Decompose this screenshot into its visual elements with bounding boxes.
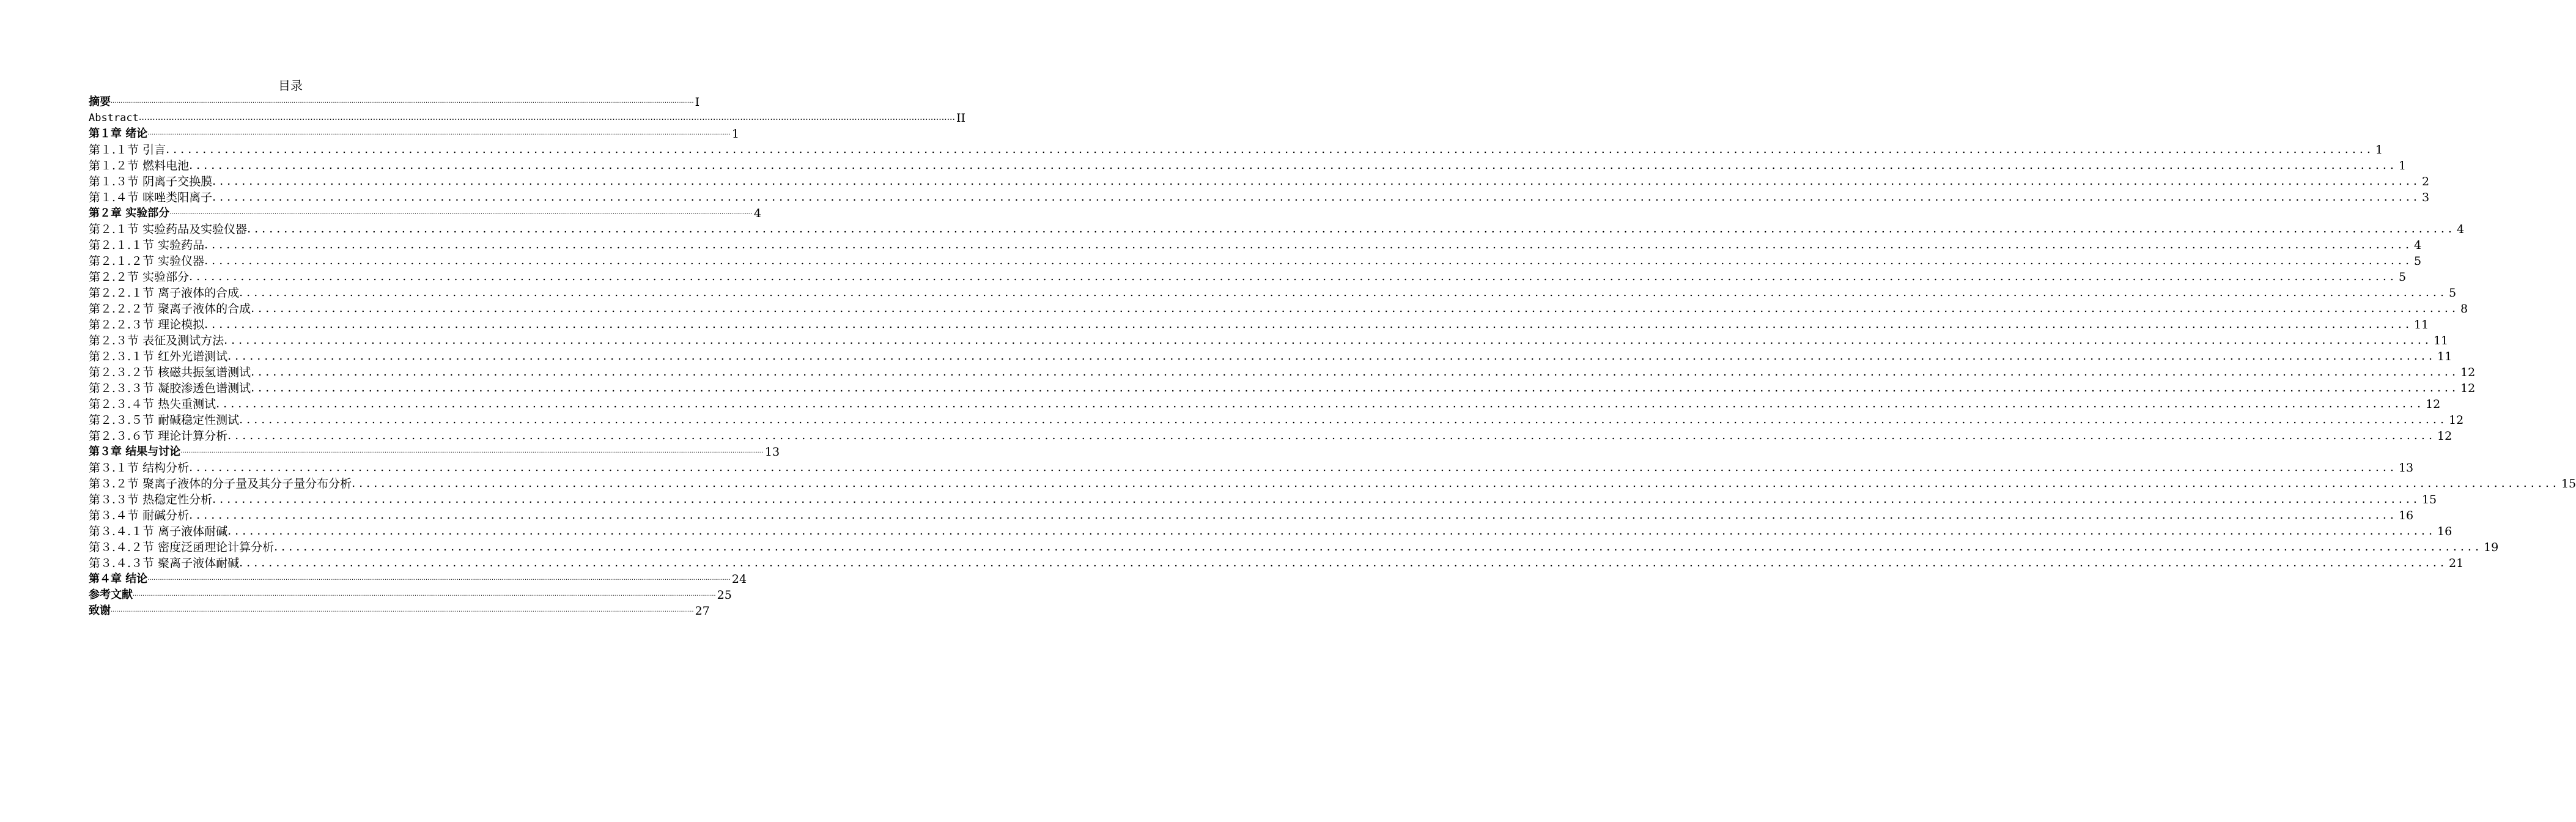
toc-dot-leader: ............................................................................................................................................................................................................................................................................................................ xyxy=(189,158,2397,172)
toc-entry-page-number: 15 xyxy=(2421,493,2437,506)
toc-entry-label: 第１章 绪论 xyxy=(89,127,148,140)
toc-entry[interactable] xyxy=(89,237,2422,253)
toc-entry-label: 第２.３.３节 凝胶渗透色谱测试 xyxy=(89,382,251,395)
toc-entry-page-number: 2 xyxy=(2421,175,2430,188)
toc-dot-leader: ............................................................................................................................................................................................................................................................................................................ xyxy=(147,575,731,582)
toc-entry[interactable] xyxy=(89,332,2449,348)
toc-entry-page-number: 16 xyxy=(2398,509,2414,522)
toc-entry[interactable] xyxy=(89,507,2414,523)
toc-dot-leader: ............................................................................................................................................................................................................................................................................................................ xyxy=(227,524,2436,538)
toc-dot-leader: ............................................................................................................................................................................................................................................................................................................ xyxy=(133,591,716,598)
toc-entry-label: 第２.２.２节 聚离子液体的合成 xyxy=(89,302,251,316)
toc-entry[interactable] xyxy=(89,173,2430,189)
toc-entry-label: 第２.３.４节 热失重测试 xyxy=(89,398,216,411)
toc-entry[interactable] xyxy=(89,284,2457,300)
toc-dot-leader: ............................................................................................................................................................................................................................................................................................................ xyxy=(274,540,2482,554)
toc-entry[interactable] xyxy=(89,412,2464,428)
toc-dot-leader: ............................................................................................................................................................................................................................................................................................................ xyxy=(169,209,753,216)
toc-entry-label: 第１.３节 阴离子交换膜 xyxy=(89,175,213,188)
toc-entry-page-number: 4 xyxy=(2456,223,2465,236)
toc-dot-leader: ............................................................................................................................................................................................................................................................................................................ xyxy=(251,365,2459,379)
toc-entry[interactable] xyxy=(89,125,739,141)
toc-entry-label: 第２.１.１节 实验药品 xyxy=(89,239,205,252)
toc-dot-leader: ............................................................................................................................................................................................................................................................................................................ xyxy=(239,556,2448,569)
toc-entry[interactable] xyxy=(89,253,2422,268)
toc-entry-label: 第２.２.３节 理论模拟 xyxy=(89,318,205,331)
toc-entry-label: 参考文献 xyxy=(89,588,133,601)
toc-entry-label: 第４章 结论 xyxy=(89,572,148,585)
toc-dot-leader: ............................................................................................................................................................................................................................................................................................................ xyxy=(251,381,2459,394)
toc-dot-leader: ............................................................................................................................................................................................................................................................................................................ xyxy=(212,174,2421,188)
toc-entry-label: 第３.４.１节 离子液体耐碱 xyxy=(89,525,228,538)
toc-dot-leader: ............................................................................................................................................................................................................................................................................................................ xyxy=(352,476,2560,490)
toc-dot-leader: ............................................................................................................................................................................................................................................................................................................ xyxy=(224,333,2432,347)
toc-entry[interactable] xyxy=(89,189,2430,205)
toc-entry[interactable] xyxy=(89,316,2429,332)
toc-entry[interactable] xyxy=(89,94,700,109)
toc-entry-page-number: 24 xyxy=(731,572,747,586)
toc-dot-leader: ............................................................................................................................................................................................................................................................................................................ xyxy=(147,130,731,136)
toc-entry-label: 第２章 实验部分 xyxy=(89,207,170,220)
toc-dot-leader: ............................................................................................................................................................................................................................................................................................................ xyxy=(247,222,2456,235)
toc-entry-page-number: 11 xyxy=(2437,350,2452,363)
toc-entry-page-number: 12 xyxy=(2460,382,2476,395)
toc-dot-leader: ............................................................................................................................................................................................................................................................................................................ xyxy=(212,492,2421,506)
toc-entry-label: 致谢 xyxy=(89,604,111,617)
toc-dot-leader: ............................................................................................................................................................................................................................................................................................................ xyxy=(227,429,2436,442)
toc-dot-leader: ............................................................................................................................................................................................................................................................................................................ xyxy=(111,607,694,613)
toc-entry-page-number: 16 xyxy=(2437,525,2452,538)
toc-entry-label: 第２.３.５节 耐碱稳定性测试 xyxy=(89,413,240,427)
toc-dot-leader: ............................................................................................................................................................................................................................................................................................................ xyxy=(204,317,2413,331)
toc-entry-page-number: 27 xyxy=(695,604,710,618)
toc-entry-label: 第３.４.３节 聚离子液体耐碱 xyxy=(89,557,240,570)
toc-entry-label: Abstract xyxy=(89,112,139,124)
toc-entry[interactable] xyxy=(89,396,2441,412)
toc-entry-label: 第２.３.１节 红外光谱测试 xyxy=(89,350,228,363)
toc-dot-leader: ............................................................................................................................................................................................................................................................................................................ xyxy=(189,461,2397,474)
toc-entry-label: 第１.１节 引言 xyxy=(89,143,166,157)
toc-dot-leader: ............................................................................................................................................................................................................................................................................................................ xyxy=(166,143,2374,156)
toc-entry-page-number: 12 xyxy=(2437,429,2452,443)
toc-entry-page-number: 25 xyxy=(717,588,732,602)
toc-entry-page-number: 4 xyxy=(2414,239,2422,252)
toc-entry[interactable] xyxy=(89,348,2452,364)
toc-entry-page-number: 19 xyxy=(2484,541,2499,554)
toc-entry-page-number: 21 xyxy=(2449,557,2464,570)
toc-dot-leader: ............................................................................................................................................................................................................................................................................................................ xyxy=(251,302,2459,315)
toc-dot-leader: ............................................................................................................................................................................................................................................................................................................ xyxy=(204,238,2413,251)
toc-entry-page-number: 11 xyxy=(2414,318,2429,331)
toc-entry-label: 摘要 xyxy=(89,95,111,108)
toc-entry[interactable] xyxy=(89,475,2576,491)
toc-entry[interactable] xyxy=(89,109,965,125)
toc-entry[interactable] xyxy=(89,268,2407,284)
toc-entry-page-number: 12 xyxy=(2449,413,2464,427)
toc-entry-label: 第３章 结果与讨论 xyxy=(89,445,181,458)
toc-entry-label: 第３.２节 聚离子液体的分子量及其分子量分布分析 xyxy=(89,477,352,491)
toc-dot-leader: ............................................................................................................................................................................................................................................................................................................ xyxy=(216,397,2424,410)
toc-entry-page-number: 4 xyxy=(753,207,761,220)
toc-entry-page-number: 15 xyxy=(2561,477,2576,491)
toc-entry-label: 第２.３.６节 理论计算分析 xyxy=(89,429,228,443)
toc-entry[interactable] xyxy=(89,141,2383,157)
table-of-contents xyxy=(89,94,2576,618)
toc-entry[interactable] xyxy=(89,523,2452,539)
toc-entry[interactable] xyxy=(89,555,2464,571)
toc-entry-label: 第３.３节 热稳定性分析 xyxy=(89,493,213,506)
toc-entry-label: 第２.２节 实验部分 xyxy=(89,270,190,284)
toc-entry-label: 第２.３.２节 核磁共振氢谱测试 xyxy=(89,366,251,379)
toc-entry-page-number: 1 xyxy=(2398,159,2407,172)
toc-entry[interactable] xyxy=(89,205,761,221)
toc-entry-label: 第１.２节 燃料电池 xyxy=(89,159,190,172)
toc-entry-label: 第３.１节 结构分析 xyxy=(89,461,190,475)
toc-dot-leader: ............................................................................................................................................................................................................................................................................................................ xyxy=(138,113,955,122)
toc-entry[interactable] xyxy=(89,587,732,602)
toc-entry-page-number: 3 xyxy=(2421,191,2430,204)
toc-entry-page-number: 1 xyxy=(2375,143,2383,157)
toc-entry-label: 第１.４节 咪唑类阳离子 xyxy=(89,191,213,204)
toc-entry-page-number: I xyxy=(695,95,700,109)
toc-entry[interactable] xyxy=(89,571,747,587)
toc-entry-page-number: II xyxy=(956,111,965,125)
toc-entry-label: 第２.１.２节 实验仪器 xyxy=(89,254,205,268)
toc-entry-page-number: 12 xyxy=(2426,398,2441,411)
toc-dot-leader: ............................................................................................................................................................................................................................................................................................................ xyxy=(189,270,2397,283)
toc-entry[interactable] xyxy=(89,364,2476,380)
toc-entry-page-number: 5 xyxy=(2398,270,2407,284)
toc-entry-page-number: 12 xyxy=(2460,366,2476,379)
toc-entry[interactable] xyxy=(89,428,2452,443)
toc-entry-label: 第２.１节 实验药品及实验仪器 xyxy=(89,223,248,236)
toc-entry[interactable] xyxy=(89,300,2468,316)
toc-entry-page-number: 13 xyxy=(2398,461,2414,475)
toc-title: 目录 xyxy=(278,78,303,93)
toc-entry-page-number: 1 xyxy=(731,127,739,141)
toc-entry[interactable] xyxy=(89,491,2437,507)
toc-entry-page-number: 5 xyxy=(2414,254,2422,268)
toc-entry-page-number: 8 xyxy=(2460,302,2468,316)
toc-entry-page-number: 11 xyxy=(2433,334,2449,347)
toc-entry[interactable] xyxy=(89,380,2476,396)
toc-dot-leader: ............................................................................................................................................................................................................................................................................................................ xyxy=(111,98,694,105)
toc-entry-page-number: 5 xyxy=(2449,286,2457,300)
toc-entry-label: 第２.２.１节 离子液体的合成 xyxy=(89,286,240,300)
toc-entry[interactable] xyxy=(89,602,710,618)
toc-dot-leader: ............................................................................................................................................................................................................................................................................................................ xyxy=(212,190,2421,204)
toc-entry-label: 第３.４.２节 密度泛函理论计算分析 xyxy=(89,541,275,554)
toc-dot-leader: ............................................................................................................................................................................................................................................................................................................ xyxy=(227,349,2436,363)
toc-entry-label: 第２.３节 表征及测试方法 xyxy=(89,334,224,347)
toc-dot-leader: ............................................................................................................................................................................................................................................................................................................ xyxy=(204,254,2413,267)
toc-entry-page-number: 13 xyxy=(764,445,780,459)
toc-dot-leader: ............................................................................................................................................................................................................................................................................................................ xyxy=(239,286,2448,299)
toc-entry[interactable] xyxy=(89,157,2407,173)
toc-dot-leader: ............................................................................................................................................................................................................................................................................................................ xyxy=(180,448,764,454)
toc-entry-label: 第３.４节 耐碱分析 xyxy=(89,509,190,522)
toc-dot-leader: ............................................................................................................................................................................................................................................................................................................ xyxy=(189,508,2397,522)
toc-entry[interactable] xyxy=(89,221,2465,237)
toc-dot-leader: ............................................................................................................................................................................................................................................................................................................ xyxy=(239,413,2448,426)
toc-entry[interactable] xyxy=(89,443,780,459)
toc-entry[interactable] xyxy=(89,459,2414,475)
toc-entry[interactable] xyxy=(89,539,2499,555)
